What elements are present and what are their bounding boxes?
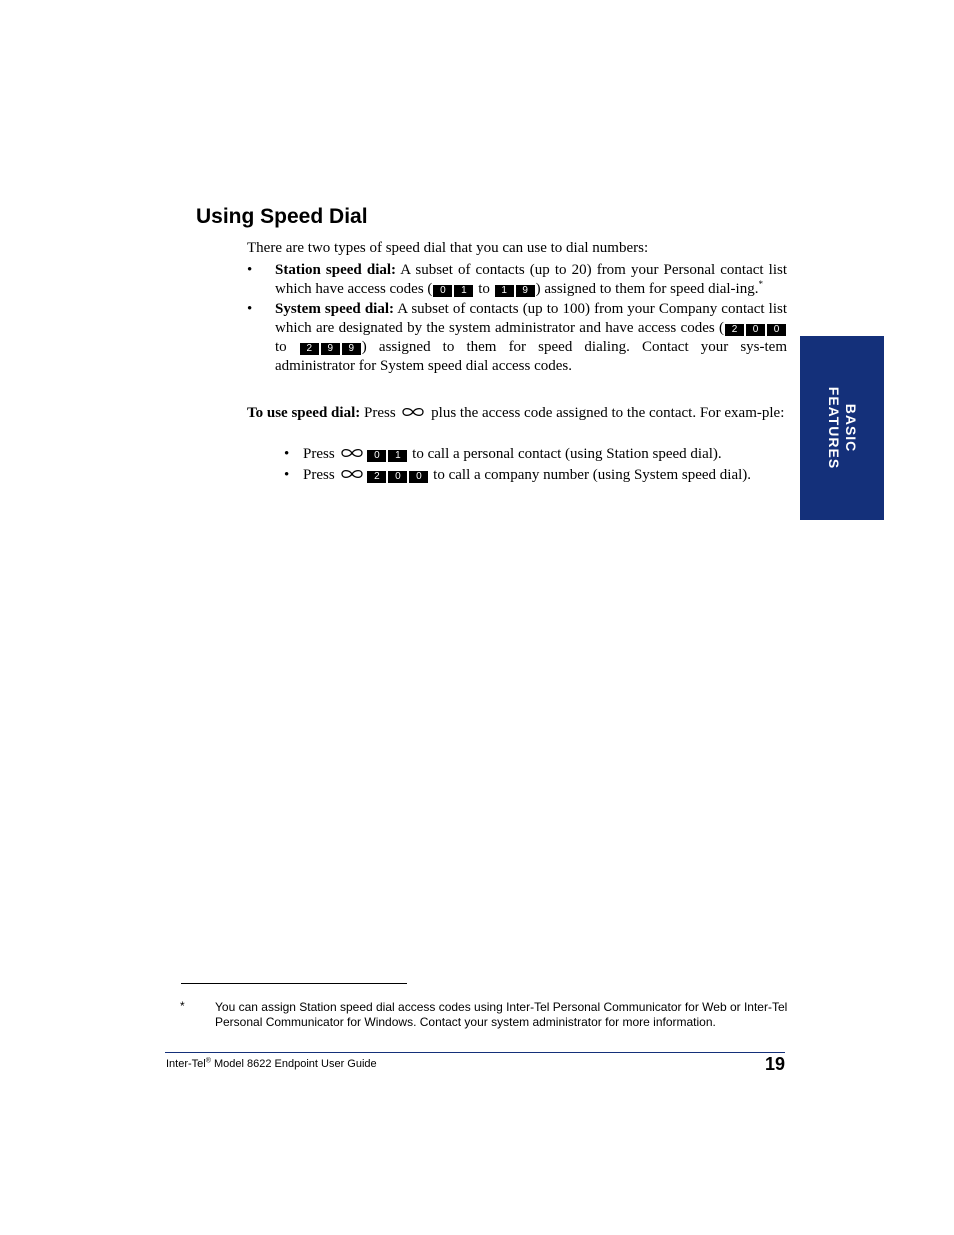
examples-list (284, 445, 784, 487)
key-9-icon: 9 (321, 343, 340, 355)
key-1-icon: 1 (454, 285, 473, 297)
key-1-icon: 1 (495, 285, 514, 297)
key-1-icon: 1 (388, 450, 407, 462)
intro-paragraph: There are two types of speed dial that you can use to dial numbers: (247, 240, 649, 256)
speed-dial-icon (340, 468, 364, 480)
speed-dial-icon (340, 447, 364, 459)
side-tab-label-line2: FEATURES (826, 386, 842, 470)
key-9-icon: 9 (516, 285, 535, 297)
page-number: 19 (764, 1054, 785, 1074)
list-item-example-system: • Press 2 0 0 to call a company number (using System speed dial). (284, 467, 752, 483)
footnote-marker: * (180, 999, 185, 1013)
footnote-reference[interactable]: * (758, 279, 763, 289)
key-2-icon: 2 (725, 324, 744, 336)
footer-divider (165, 1052, 785, 1053)
key-0-icon: 0 (767, 324, 786, 336)
term-system-speed-dial: System speed dial: (275, 301, 394, 317)
speed-dial-types-list (247, 261, 787, 377)
footnote-text: You can assign Station speed dial access codes using Inter-Tel Personal Communicator for Web or Inter-Tel Personal Communicator for Windows. Contact your system administrator for more information. (215, 1000, 788, 1029)
speed-dial-icon (401, 406, 425, 418)
list-item-system-speed-dial: • System speed dial: A subset of contacts (up to 100) from your Company contact list which are designated by the system administrator and have access codes ( 2 0 0 to 2 9 9 ) assigned to them for speed dialing. Contact your sys-tem administrator for System speed dial access codes. (247, 301, 788, 374)
bullet-icon: • (247, 262, 253, 278)
bullet-icon: • (247, 301, 253, 317)
side-tab-label-line1: BASIC (843, 403, 859, 453)
key-2-icon: 2 (300, 343, 319, 355)
footnote-divider (181, 983, 407, 984)
usage-paragraph: To use speed dial: Press plus the access code assigned to the contact. For exam-ple: (247, 405, 785, 421)
list-item-station-speed-dial: • Station speed dial: A subset of contacts (up to 20) from your Personal contact list which have access codes ( 0 1 to 1 9 ) assigned to them for speed dial-ing.* (247, 262, 787, 297)
footer-document-title: Inter-Tel® Model 8622 Endpoint User Guide (166, 1057, 377, 1070)
section-heading: Using Speed Dial (196, 205, 368, 228)
key-0-icon: 0 (409, 471, 428, 483)
key-0-icon: 0 (746, 324, 765, 336)
list-item-example-station: • Press 0 1 to call a personal contact (using Station speed dial). (284, 446, 722, 462)
bullet-icon: • (284, 446, 290, 462)
key-0-icon: 0 (367, 450, 386, 462)
term-station-speed-dial: Station speed dial: (275, 262, 397, 278)
bullet-icon: • (284, 467, 290, 483)
key-0-icon: 0 (433, 285, 452, 297)
key-2-icon: 2 (367, 471, 386, 483)
key-0-icon: 0 (388, 471, 407, 483)
key-9-icon: 9 (342, 343, 361, 355)
usage-label: To use speed dial: (247, 405, 361, 421)
section-side-tab (800, 336, 884, 520)
